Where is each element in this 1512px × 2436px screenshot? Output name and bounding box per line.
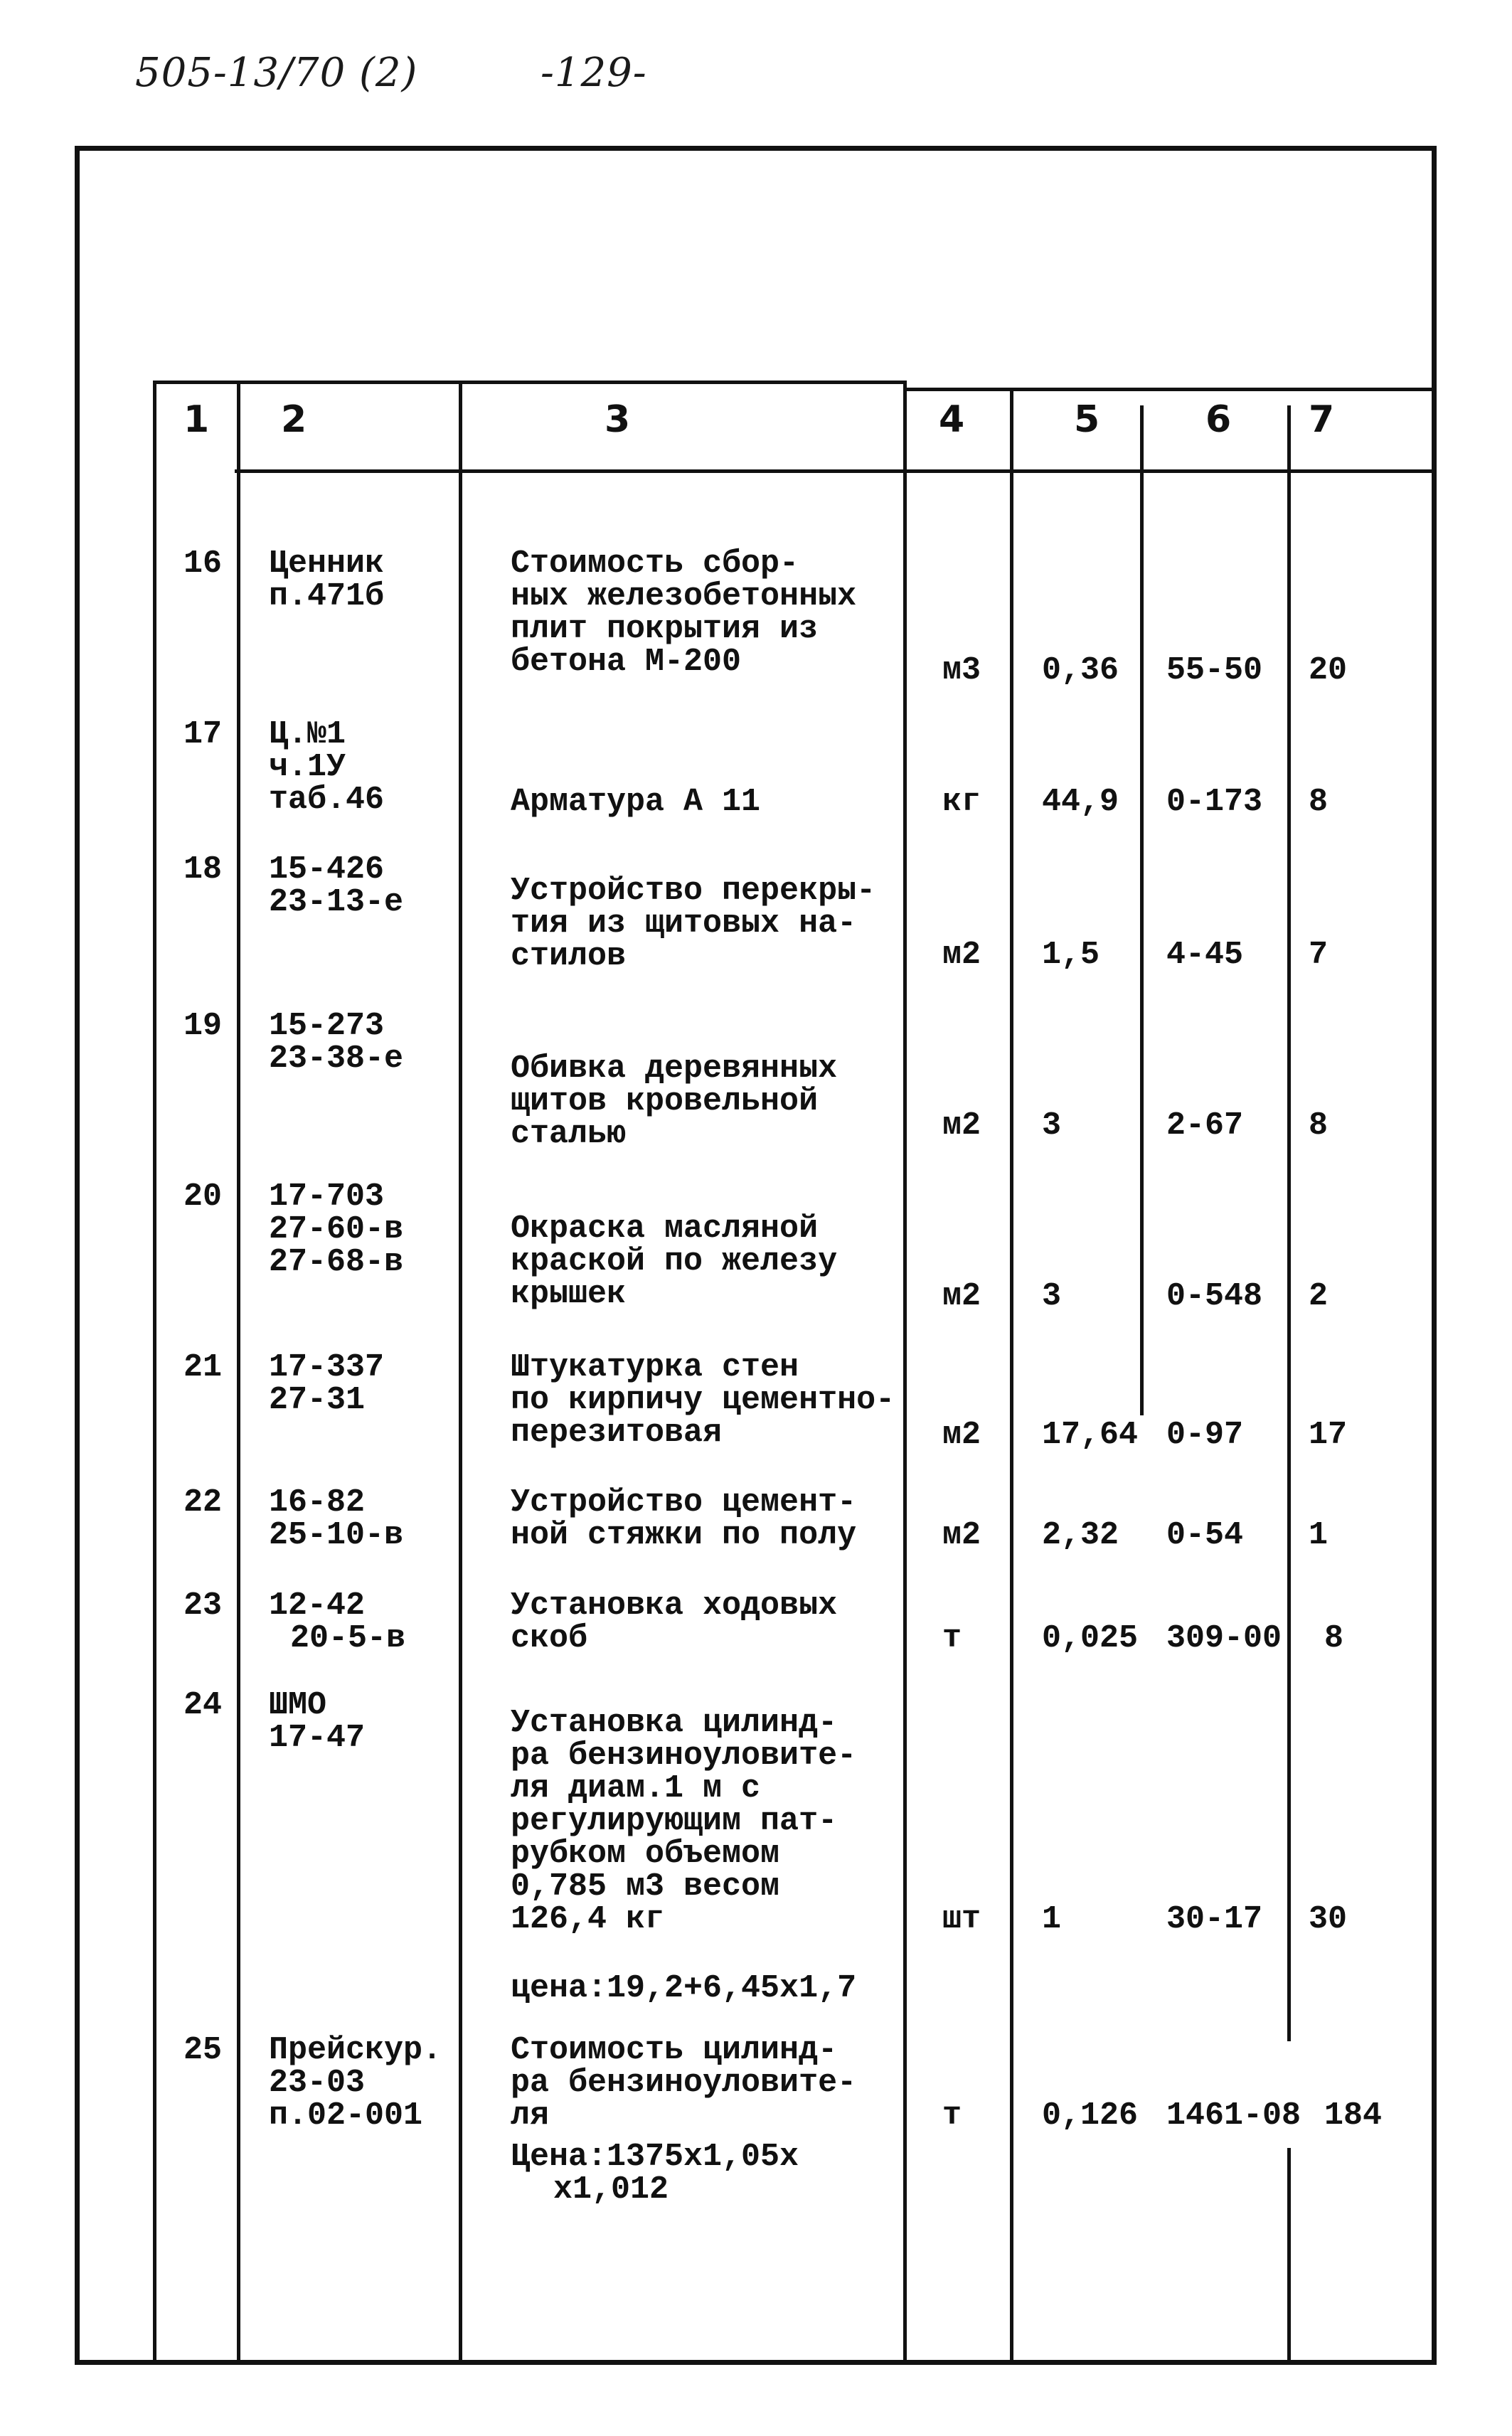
reference: 12-42 20-5-в	[269, 1587, 406, 1656]
col-divider-2	[459, 381, 462, 2365]
column-number-2: 2	[281, 398, 307, 441]
column-number-4: 4	[939, 398, 965, 441]
row-number: 21	[183, 1349, 223, 1385]
unit-price: 1461-08	[1166, 2097, 1301, 2134]
reference: Ц.№1 ч.1У таб.46	[269, 716, 385, 818]
row-number: 19	[183, 1008, 223, 1044]
quantity: 1,5	[1042, 937, 1100, 973]
col-divider-5	[1140, 405, 1144, 1415]
total: 8	[1309, 784, 1329, 820]
total: 2	[1309, 1278, 1329, 1314]
total: 20	[1309, 652, 1348, 688]
col-divider-0	[153, 381, 156, 2365]
total: 30	[1309, 1901, 1348, 1937]
total: 17	[1309, 1417, 1348, 1453]
unit-price: 55-50	[1166, 652, 1263, 688]
description: Стоимость сбор- ных железобетонных плит покрытия из бетона М-200	[511, 546, 857, 680]
quantity: 3	[1042, 1107, 1062, 1144]
unit: м3	[942, 652, 981, 688]
unit: м2	[942, 1417, 981, 1453]
description: Устройство перекры- тия из щитовых на- стилов	[511, 873, 876, 974]
description: Стоимость цилинд- ра бензиноуловите- ля	[511, 2032, 857, 2134]
reference: Прейскур. 23-03 п.02-001	[269, 2032, 442, 2134]
unit-price: 0-54	[1166, 1517, 1244, 1553]
unit: т	[942, 1620, 962, 1656]
col-divider-6b	[1287, 2148, 1291, 2365]
unit-price: 30-17	[1166, 1901, 1263, 1937]
reference: 15-426 23-13-е	[269, 851, 404, 920]
reference: 17-337 27-31	[269, 1349, 385, 1418]
table-top-rule	[153, 381, 907, 384]
description: Арматура А 11	[511, 784, 761, 820]
unit-price: 0-97	[1166, 1417, 1244, 1453]
description: Установка цилинд- ра бензиноуловите- ля диам.1 м с регулирующим пат- рубком объемом 0,785 м3 весом 126,4 кг	[511, 1705, 857, 1937]
reference: 17-703 27-60-в 27-68-в	[269, 1179, 404, 1280]
row-number: 23	[183, 1587, 223, 1624]
column-number-1: 1	[183, 398, 210, 441]
unit: шт	[942, 1901, 981, 1937]
total: 8	[1324, 1620, 1344, 1656]
quantity: 1	[1042, 1901, 1062, 1937]
document-code: 505-13/70 (2)	[135, 50, 418, 96]
quantity: 17,64	[1042, 1417, 1139, 1453]
unit: м2	[942, 1517, 981, 1553]
row-number: 17	[183, 716, 223, 752]
total: 184	[1324, 2097, 1383, 2134]
header-divider	[235, 469, 1437, 473]
row-number: 25	[183, 2032, 223, 2068]
column-number-3: 3	[605, 398, 631, 441]
unit-price: 0-548	[1166, 1278, 1263, 1314]
column-number-6: 6	[1205, 398, 1232, 441]
quantity: 3	[1042, 1278, 1062, 1314]
column-number-7: 7	[1309, 398, 1335, 441]
row-number: 18	[183, 851, 223, 888]
unit-price: 0-173	[1166, 784, 1263, 820]
unit-price: 2-67	[1166, 1107, 1244, 1144]
quantity: 0,36	[1042, 652, 1119, 688]
table-top-rule-right	[907, 388, 1437, 391]
description: Устройство цемент- ной стяжки по полу	[511, 1484, 857, 1553]
description: Окраска масляной краской по железу крышек	[511, 1211, 838, 1312]
page-number: -129-	[541, 50, 647, 96]
row-number: 24	[183, 1687, 223, 1723]
col-divider-6a	[1287, 405, 1291, 2041]
unit: кг	[942, 784, 981, 820]
unit: м2	[942, 1278, 981, 1314]
col-divider-4	[1010, 388, 1013, 2365]
quantity: 44,9	[1042, 784, 1119, 820]
reference: Ценник п.471б	[269, 546, 385, 615]
unit: м2	[942, 1107, 981, 1144]
description: Обивка деревянных щитов кровельной сталью	[511, 1051, 838, 1152]
unit: м2	[942, 937, 981, 973]
total: 7	[1309, 937, 1329, 973]
total: 8	[1309, 1107, 1329, 1144]
description: Штукатурка стен по кирпичу цементно- перезитовая	[511, 1349, 895, 1451]
unit-price: 309-00	[1166, 1620, 1282, 1656]
col-divider-1	[237, 381, 240, 2365]
price-formula: Цена:1375х1,05х х1,012	[511, 2139, 799, 2208]
reference: 15-273 23-38-е	[269, 1008, 404, 1077]
row-number: 22	[183, 1484, 223, 1521]
quantity: 0,025	[1042, 1620, 1139, 1656]
quantity: 0,126	[1042, 2097, 1139, 2134]
price-formula: цена:19,2+6,45х1,7	[511, 1970, 857, 2006]
column-number-5: 5	[1074, 398, 1100, 441]
unit: т	[942, 2097, 962, 2134]
row-number: 16	[183, 546, 223, 582]
row-number: 20	[183, 1179, 223, 1215]
col-divider-3	[903, 381, 907, 2365]
total: 1	[1309, 1517, 1329, 1553]
unit-price: 4-45	[1166, 937, 1244, 973]
quantity: 2,32	[1042, 1517, 1119, 1553]
reference: 16-82 25-10-в	[269, 1484, 404, 1553]
reference: ШМО 17-47	[269, 1687, 366, 1756]
description: Установка ходовых скоб	[511, 1587, 838, 1656]
